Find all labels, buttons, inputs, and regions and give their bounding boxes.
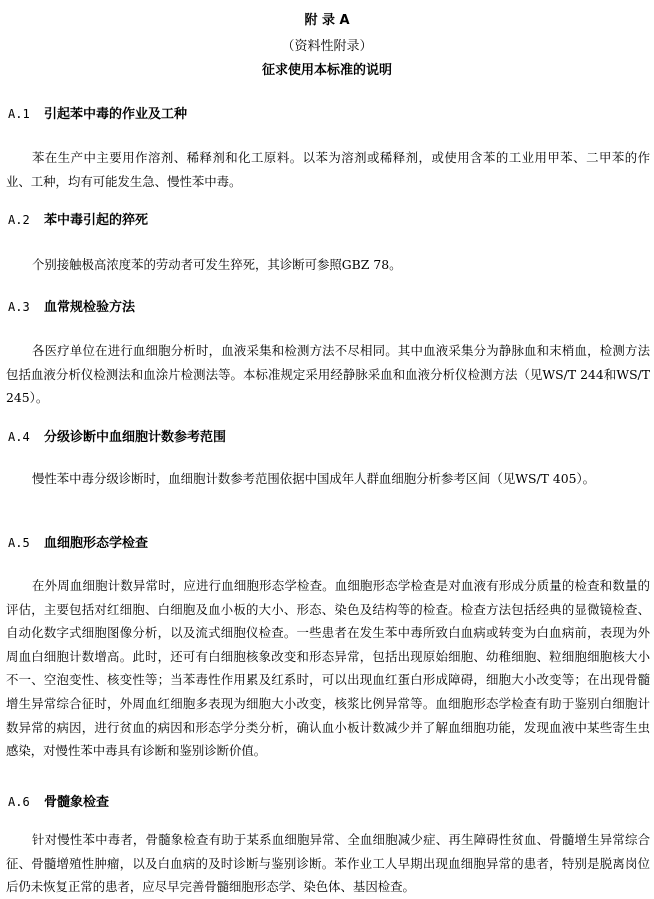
- section-title: 血细胞形态学检查: [44, 536, 149, 551]
- appendix-subtitle: （资料性附录）: [281, 39, 373, 54]
- appendix-title: 附 录 A: [304, 13, 350, 28]
- section-a5-heading: [8, 533, 148, 554]
- section-title: 苯中毒引起的猝死: [44, 213, 149, 228]
- section-a2-heading: [8, 210, 148, 231]
- section-a4-paragraph: 慢性苯中毒分级诊断时，血细胞计数参考范围依据中国成年人群血细胞分析参考区间（见WS/T 405）。: [32, 471, 596, 486]
- section-number: A.6: [8, 795, 30, 809]
- section-number: A.3: [8, 300, 30, 314]
- section-number: A.2: [8, 213, 30, 227]
- section-title: 骨髓象检查: [44, 795, 110, 810]
- section-a4-heading: [8, 427, 226, 448]
- section-number: A.5: [8, 536, 30, 550]
- section-title: 分级诊断中血细胞计数参考范围: [44, 430, 227, 445]
- appendix-name: 征求使用本标准的说明: [261, 63, 392, 78]
- section-title: 引起苯中毒的作业及工种: [44, 107, 188, 122]
- section-a3-paragraph: 各医疗单位在进行血细胞分析时，血液采集和检测方法不尽相同。其中血液采集分为静脉血和末梢血，检测方法包括血液分析仪检测法和血涂片检测法等。本标准规定采用经静脉采血和血液分析仪检测方法（见WS/T 244和WS/T 245）。: [6, 343, 650, 406]
- section-a5-paragraph: 在外周血细胞计数异常时，应进行血细胞形态学检查。血细胞形态学检查是对血液有形成分质量的检查和数量的评估，主要包括对红细胞、白细胞及血小板的大小、形态、染色及结构等的检查。检查方法包括经典的显微镜检查、自动化数字式细胞图像分析，以及流式细胞仪检查。一些患者在发生苯中毒所致白血病或转变为白血病前，表现为外周血白细胞计数增高。此时，还可有白细胞核象改变和形态异常，包括出现原始细胞、幼稚细胞、粒细胞细胞核大小不一、空泡变性、核变性等；当苯毒性作用累及红系时，可以出现血红蛋白形成障碍，细胞大小改变等；在出现骨髓增生异常综合征时，外周血红细胞多表现为细胞大小改变，核浆比例异常等。血细胞形态学检查有助于鉴别白细胞计数异常的病因，进行贫血的病因和形态学分类分析，确认血小板计数减少并了解血细胞功能，发现血液中某些寄生虫感染，对慢性苯中毒具有诊断和鉴别诊断价值。: [6, 578, 650, 759]
- section-a6-paragraph: 针对慢性苯中毒者，骨髓象检查有助于某系血细胞异常、全血细胞减少症、再生障碍性贫血、骨髓增生异常综合征、骨髓增殖性肿瘤，以及白血病的及时诊断与鉴别诊断。苯作业工人早期出现血细胞异常的患者，特别是脱离岗位后仍未恢复正常的患者，应尽早完善骨髓细胞形态学、染色体、基因检查。: [6, 832, 650, 895]
- section-a3-heading: [8, 297, 135, 318]
- section-a1-heading: [8, 104, 187, 125]
- section-a1-paragraph: 苯在生产中主要用作溶剂、稀释剂和化工原料。以苯为溶剂或稀释剂，或使用含苯的工业用甲苯、二甲苯的作业、工种，均有可能发生急、慢性苯中毒。: [6, 150, 650, 189]
- section-title: 血常规检验方法: [44, 300, 136, 315]
- section-a2-paragraph: 个别接触极高浓度苯的劳动者可发生猝死，其诊断可参照GBZ 78。: [32, 257, 402, 272]
- section-a6-heading: [8, 792, 109, 813]
- section-number: A.4: [8, 430, 30, 444]
- section-number: A.1: [8, 107, 30, 121]
